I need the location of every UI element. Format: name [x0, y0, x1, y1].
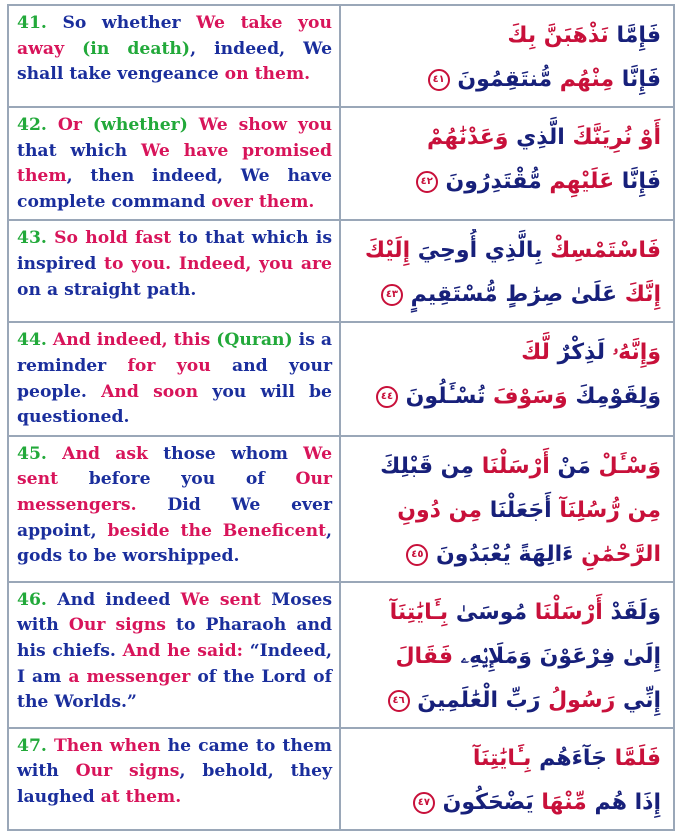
verse-english-segment: Our signs [68, 615, 177, 636]
verse-english-segment: on them. [224, 64, 311, 85]
verse-row [9, 6, 673, 106]
arabic-segment: بِـَٔايَٰتِنَآ [389, 599, 449, 625]
arabic-segment: مُّقْتَدِرُونَ [445, 169, 542, 194]
verse-english-segment: And indeed [46, 589, 181, 610]
verse-english-segment: you will be questioned. [17, 381, 332, 428]
verse-english-segment: We sent [17, 443, 333, 490]
arabic-segment: وَإِنَّهُۥ [605, 340, 661, 366]
verse-english-segment: on a straight path. [17, 279, 197, 300]
arabic-line [353, 229, 661, 273]
verse-english-segment: Did We ever appoint, [17, 494, 332, 541]
verse-english-segment: And indeed, this [46, 330, 217, 351]
verse-row [9, 729, 673, 829]
verse-arabic-cell [341, 323, 673, 434]
verse-english-segment: And soon [101, 381, 213, 402]
verse-english-segment: And ask [46, 443, 164, 464]
arabic-segment: فَإِنَّا [614, 67, 661, 92]
verse-english-segment: (whether) [92, 115, 188, 135]
arabic-line [353, 445, 661, 489]
arabic-segment: إِلَىٰ فِرْعَوْنَ وَمَلَإِي۟هِۦ [453, 643, 661, 669]
verse-english-segment: , indeed, We shall take vengeance [17, 38, 332, 85]
arabic-line [353, 679, 661, 723]
arabic-segment: رَسُولُ [540, 687, 616, 713]
arabic-line [353, 331, 661, 375]
verse-english-segment: he came to them with [17, 735, 332, 782]
arabic-segment: لَذِكْرٌ [549, 340, 606, 366]
arabic-segment: مِّنْهَا [533, 789, 587, 815]
verse-english-segment: those whom [163, 443, 304, 464]
verse-english-segment: “Indeed, I am [17, 640, 332, 687]
verse-arabic-cell [341, 6, 673, 106]
verse-english-segment: And he said: [122, 640, 250, 661]
arabic-segment: مُوسَىٰ [448, 599, 528, 625]
verse-english-segment: Our messengers. [17, 469, 332, 515]
arabic-segment: إِلَيْكَ [364, 238, 411, 264]
verse-table-body [9, 6, 673, 829]
arabic-line [353, 58, 661, 102]
verse-number: 45. [17, 443, 47, 464]
verse-english-cell [9, 6, 339, 106]
arabic-segment: أَرْسَلْنَا [474, 453, 550, 479]
verse-number: 42. [17, 115, 47, 135]
verse-end-marker-icon: ٤٤ [376, 386, 398, 408]
arabic-segment: وَسْـَٔلْ [590, 453, 661, 479]
arabic-segment: الَّذِي [508, 125, 565, 150]
verse-number: 44. [17, 330, 47, 351]
arabic-line [353, 14, 661, 58]
verse-english-cell [9, 437, 339, 581]
arabic-segment: جَآءَهُم [531, 745, 607, 771]
arabic-segment: إِنِّي [615, 687, 661, 713]
arabic-segment: مُّنتَقِمُونَ [457, 67, 553, 92]
arabic-segment: بِـَٔايَٰتِنَآ [472, 745, 532, 771]
verse-table [7, 4, 675, 831]
verse-english-segment: We sent [180, 589, 272, 610]
arabic-line [353, 160, 661, 204]
verse-english-segment: We show you [187, 115, 332, 135]
verse-english-cell [9, 108, 339, 219]
verse-arabic-cell [341, 583, 673, 727]
arabic-line [353, 273, 661, 317]
verse-end-marker-icon: ٤٣ [381, 284, 403, 306]
verse-number: 47. [17, 735, 47, 756]
verse-english-segment: , behold, they laughed [17, 761, 332, 807]
verse-english-segment: that which [17, 140, 142, 161]
verse-english-cell [9, 221, 339, 321]
verse-row [9, 583, 673, 727]
verse-english-segment: a messenger [68, 666, 198, 687]
arabic-segment: مِن دُونِ [397, 497, 483, 523]
verse-number: 46. [17, 589, 47, 610]
verse-english-segment: We have promised them [17, 140, 332, 187]
verse-row [9, 323, 673, 434]
verse-english-segment: before you of [88, 469, 296, 490]
arabic-line [353, 489, 661, 533]
verse-end-marker-icon: ٤١ [428, 69, 450, 91]
verse-english-segment: to you. Indeed, you are [104, 253, 332, 274]
arabic-segment: إِنَّكَ [617, 282, 661, 308]
arabic-segment: مِنْهُم [552, 67, 615, 92]
verse-number: 43. [17, 228, 47, 249]
arabic-line [353, 635, 661, 679]
arabic-segment: نَذْهَبَنَّ بِكَ [507, 23, 609, 48]
arabic-segment: عَلَيْهِم [541, 169, 615, 194]
verse-end-marker-icon: ٤٧ [413, 792, 435, 814]
verse-english-segment: of the Lord of the Worlds.” [17, 666, 332, 713]
verse-english-segment: Or [46, 115, 93, 135]
arabic-segment: فَإِمَّا [608, 23, 661, 48]
verse-english-segment: (Quran) [216, 330, 293, 351]
arabic-segment: فَقَالَ [395, 643, 454, 669]
verse-arabic-cell [341, 108, 673, 219]
verse-english-segment: to that which is inspired [17, 228, 333, 274]
arabic-line [353, 591, 661, 635]
arabic-segment: فَلَمَّا [606, 745, 661, 771]
arabic-segment: أَرْسَلْنَا [527, 599, 603, 625]
arabic-segment: بِالَّذِي أُوحِيَ [410, 238, 543, 264]
verse-end-marker-icon: ٤٢ [416, 171, 438, 193]
arabic-segment: مِن قَبْلِكَ [380, 453, 475, 479]
arabic-segment: يَضْحَكُونَ [442, 789, 534, 815]
verse-english-segment: So hold fast [46, 228, 179, 249]
verse-english-segment: Then when [46, 735, 168, 756]
arabic-segment: تُسْـَٔلُونَ [405, 384, 486, 410]
verse-row [9, 221, 673, 321]
verse-english-segment: is a reminder [17, 330, 333, 376]
arabic-segment: مِن رُّسُلِنَآ [551, 497, 661, 523]
verse-english-segment: , then indeed, We have complete command [17, 166, 332, 212]
arabic-segment: فَاسْتَمْسِكْ [542, 238, 661, 264]
arabic-line [353, 781, 661, 825]
arabic-segment: إِذَا هُم [586, 789, 661, 815]
verse-english-segment: Our signs [75, 761, 180, 782]
arabic-segment: أَوْ نُرِيَنَّكَ [564, 125, 661, 150]
arabic-segment: مَنْ [549, 453, 591, 479]
arabic-segment: وَلَقَدْ [602, 599, 661, 625]
verse-english-segment: So whether [46, 13, 197, 33]
arabic-line [353, 533, 661, 577]
verse-english-cell [9, 729, 339, 829]
verse-english-segment: over them. [211, 191, 315, 212]
arabic-segment: وَلِقَوْمِكَ [567, 384, 661, 410]
verse-arabic-cell [341, 221, 673, 321]
verse-arabic-cell [341, 729, 673, 829]
arabic-segment: وَعَدْنَٰهُمْ [426, 125, 509, 150]
verse-row [9, 108, 673, 219]
verse-english-segment: Moses with [17, 589, 332, 636]
arabic-segment: لَّكَ [521, 340, 550, 366]
verse-english-segment: and your people. [17, 355, 332, 402]
arabic-segment: أَجَعَلْنَا [482, 497, 552, 523]
arabic-segment: عَلَىٰ صِرَٰطٍ مُّسْتَقِيمٍ [410, 282, 618, 308]
verse-english-cell [9, 323, 339, 434]
verse-english-segment: for you [127, 355, 233, 376]
arabic-line [353, 375, 661, 419]
verse-end-marker-icon: ٤٥ [406, 544, 428, 566]
verse-end-marker-icon: ٤٦ [388, 690, 410, 712]
verse-english-segment: , gods to be worshipped. [17, 520, 332, 567]
verse-english-segment: (in death) [82, 38, 191, 59]
verse-arabic-cell [341, 437, 673, 581]
verse-english-segment: We take you away [17, 13, 333, 59]
verse-number: 41. [17, 13, 47, 33]
arabic-line [353, 737, 661, 781]
arabic-segment: ءَالِهَةً يُعْبَدُونَ [436, 541, 574, 567]
verse-english-segment: at them. [100, 786, 182, 807]
verse-english-segment: beside the Beneficent [107, 520, 327, 541]
arabic-segment: فَإِنَّا [614, 169, 661, 194]
arabic-segment: الرَّحْمَٰنِ [573, 541, 661, 567]
arabic-segment: وَسَوْفَ [485, 384, 568, 410]
verse-english-segment: to Pharaoh and his chiefs. [17, 615, 332, 661]
arabic-segment: رَبِّ الْعَٰلَمِينَ [417, 687, 541, 713]
verse-row [9, 437, 673, 581]
verse-english-cell [9, 583, 339, 727]
arabic-line [353, 116, 661, 160]
